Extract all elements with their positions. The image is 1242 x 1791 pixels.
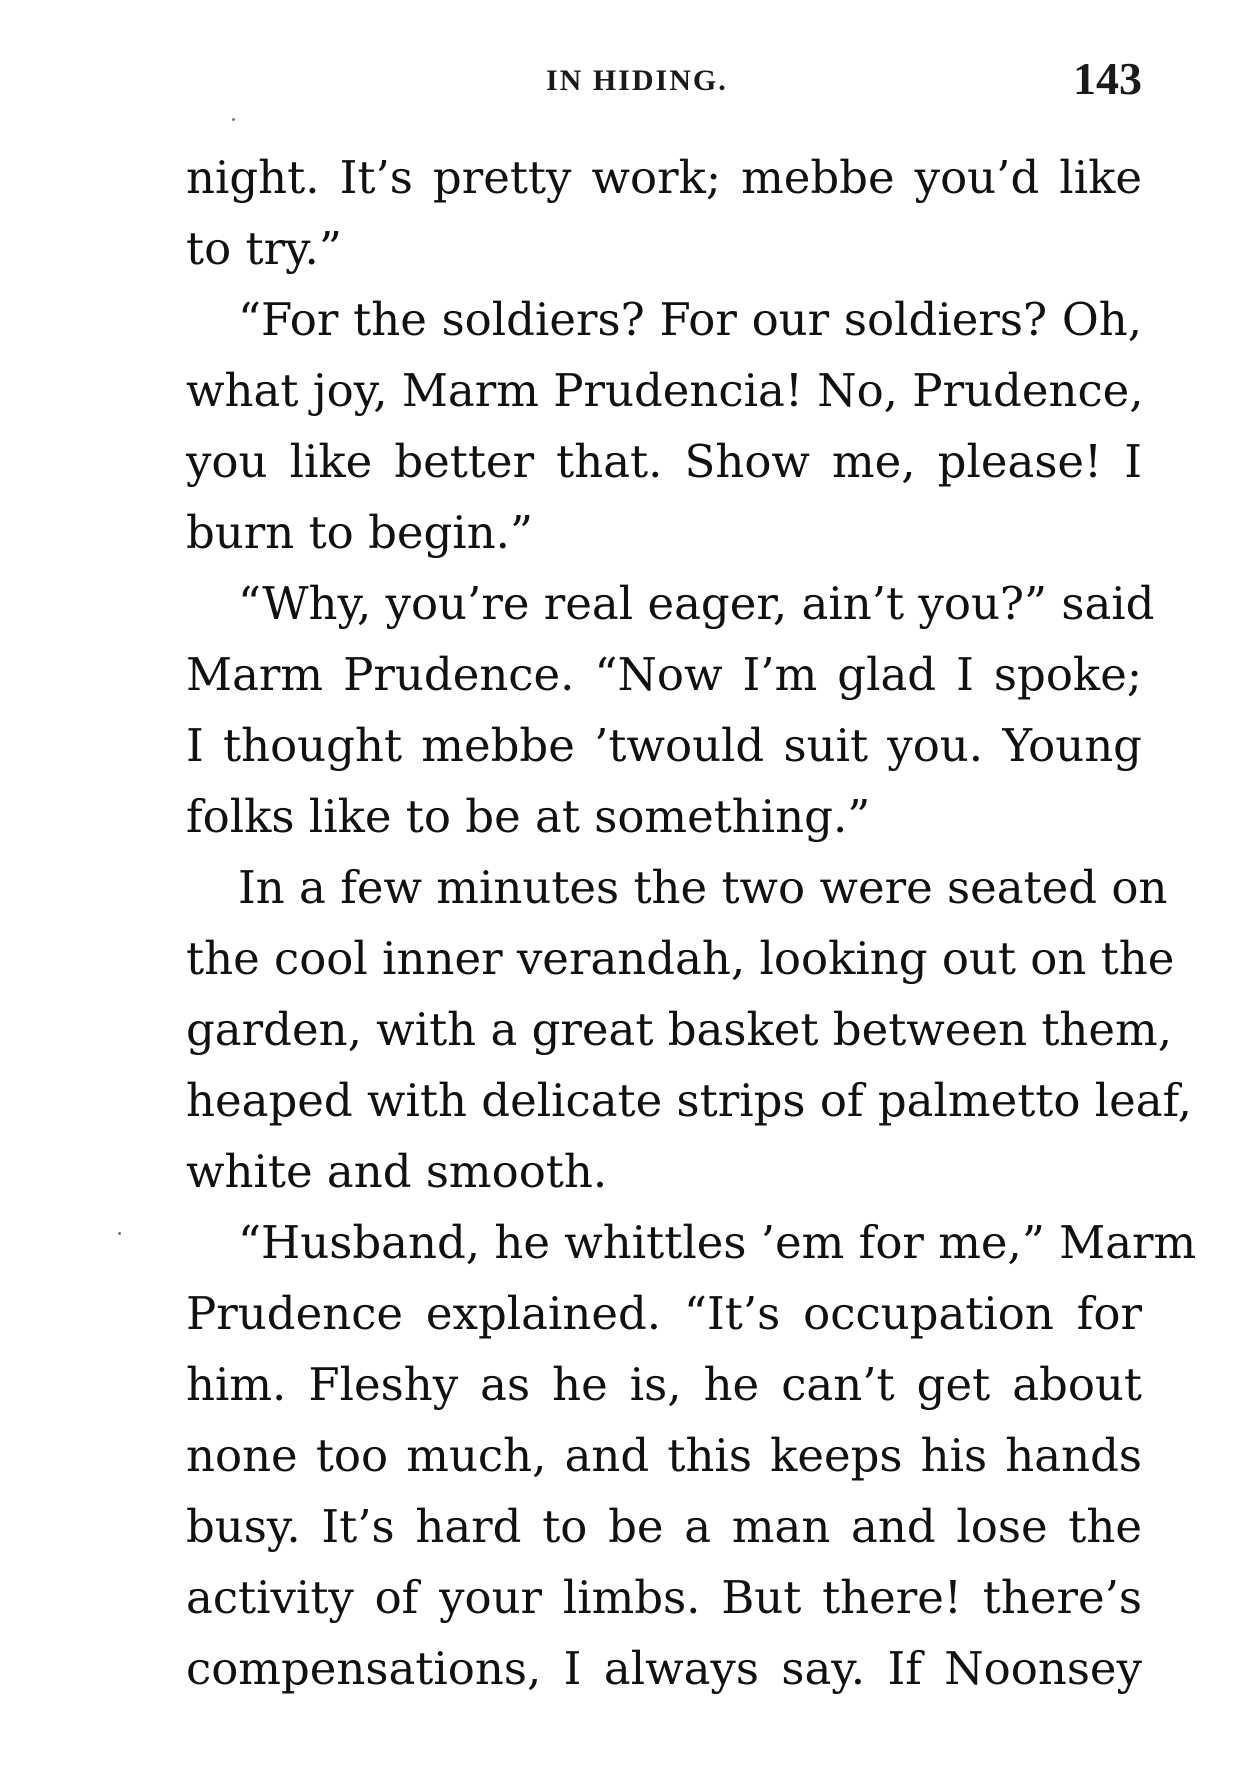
text-line: none too much, and this keeps his hands — [186, 1429, 1142, 1482]
text-line: to try.” — [186, 222, 342, 275]
paper-speck — [118, 1232, 121, 1235]
text-line: busy. It’s hard to be a man and lose the — [186, 1500, 1142, 1553]
running-header — [186, 52, 1142, 112]
body-text — [186, 142, 1197, 1704]
text-line: heaped with delicate strips of palmetto leaf, — [186, 1074, 1192, 1127]
text-line: “Husband, he whittles ’em for me,” Marm — [238, 1216, 1197, 1269]
text-line: Marm Prudence. “Now I’m glad I spoke; — [186, 648, 1142, 701]
text-line: folks like to be at something.” — [186, 790, 871, 843]
text-line: In a few minutes the two were seated on — [238, 861, 1168, 914]
running-title: IN HIDING. — [546, 64, 728, 97]
text-line: I thought mebbe ’twould suit you. Young — [186, 719, 1142, 772]
text-line: what joy, Marm Prudencia! No, Prudence, — [186, 364, 1144, 417]
text-line: compensations, I always say. If Noonsey — [186, 1642, 1142, 1695]
text-line: activity of your limbs. But there! there’s — [186, 1571, 1142, 1624]
text-line: Prudence explained. “It’s occupation for — [186, 1287, 1142, 1340]
text-line: him. Fleshy as he is, he can’t get about — [186, 1358, 1142, 1411]
text-line: you like better that. Show me, please! I — [186, 435, 1142, 488]
text-line: garden, with a great basket between them, — [186, 1003, 1173, 1056]
paper-speck — [232, 118, 235, 121]
text-line: night. It’s pretty work; mebbe you’d like — [186, 151, 1142, 204]
page-number: 143 — [1073, 53, 1142, 104]
text-line: burn to begin.” — [186, 506, 533, 559]
text-line: the cool inner verandah, looking out on the — [186, 932, 1175, 985]
text-line: “For the soldiers? For our soldiers? Oh, — [238, 293, 1142, 346]
text-line: “Why, you’re real eager, ain’t you?” said — [238, 577, 1155, 630]
text-line: white and smooth. — [186, 1145, 608, 1198]
